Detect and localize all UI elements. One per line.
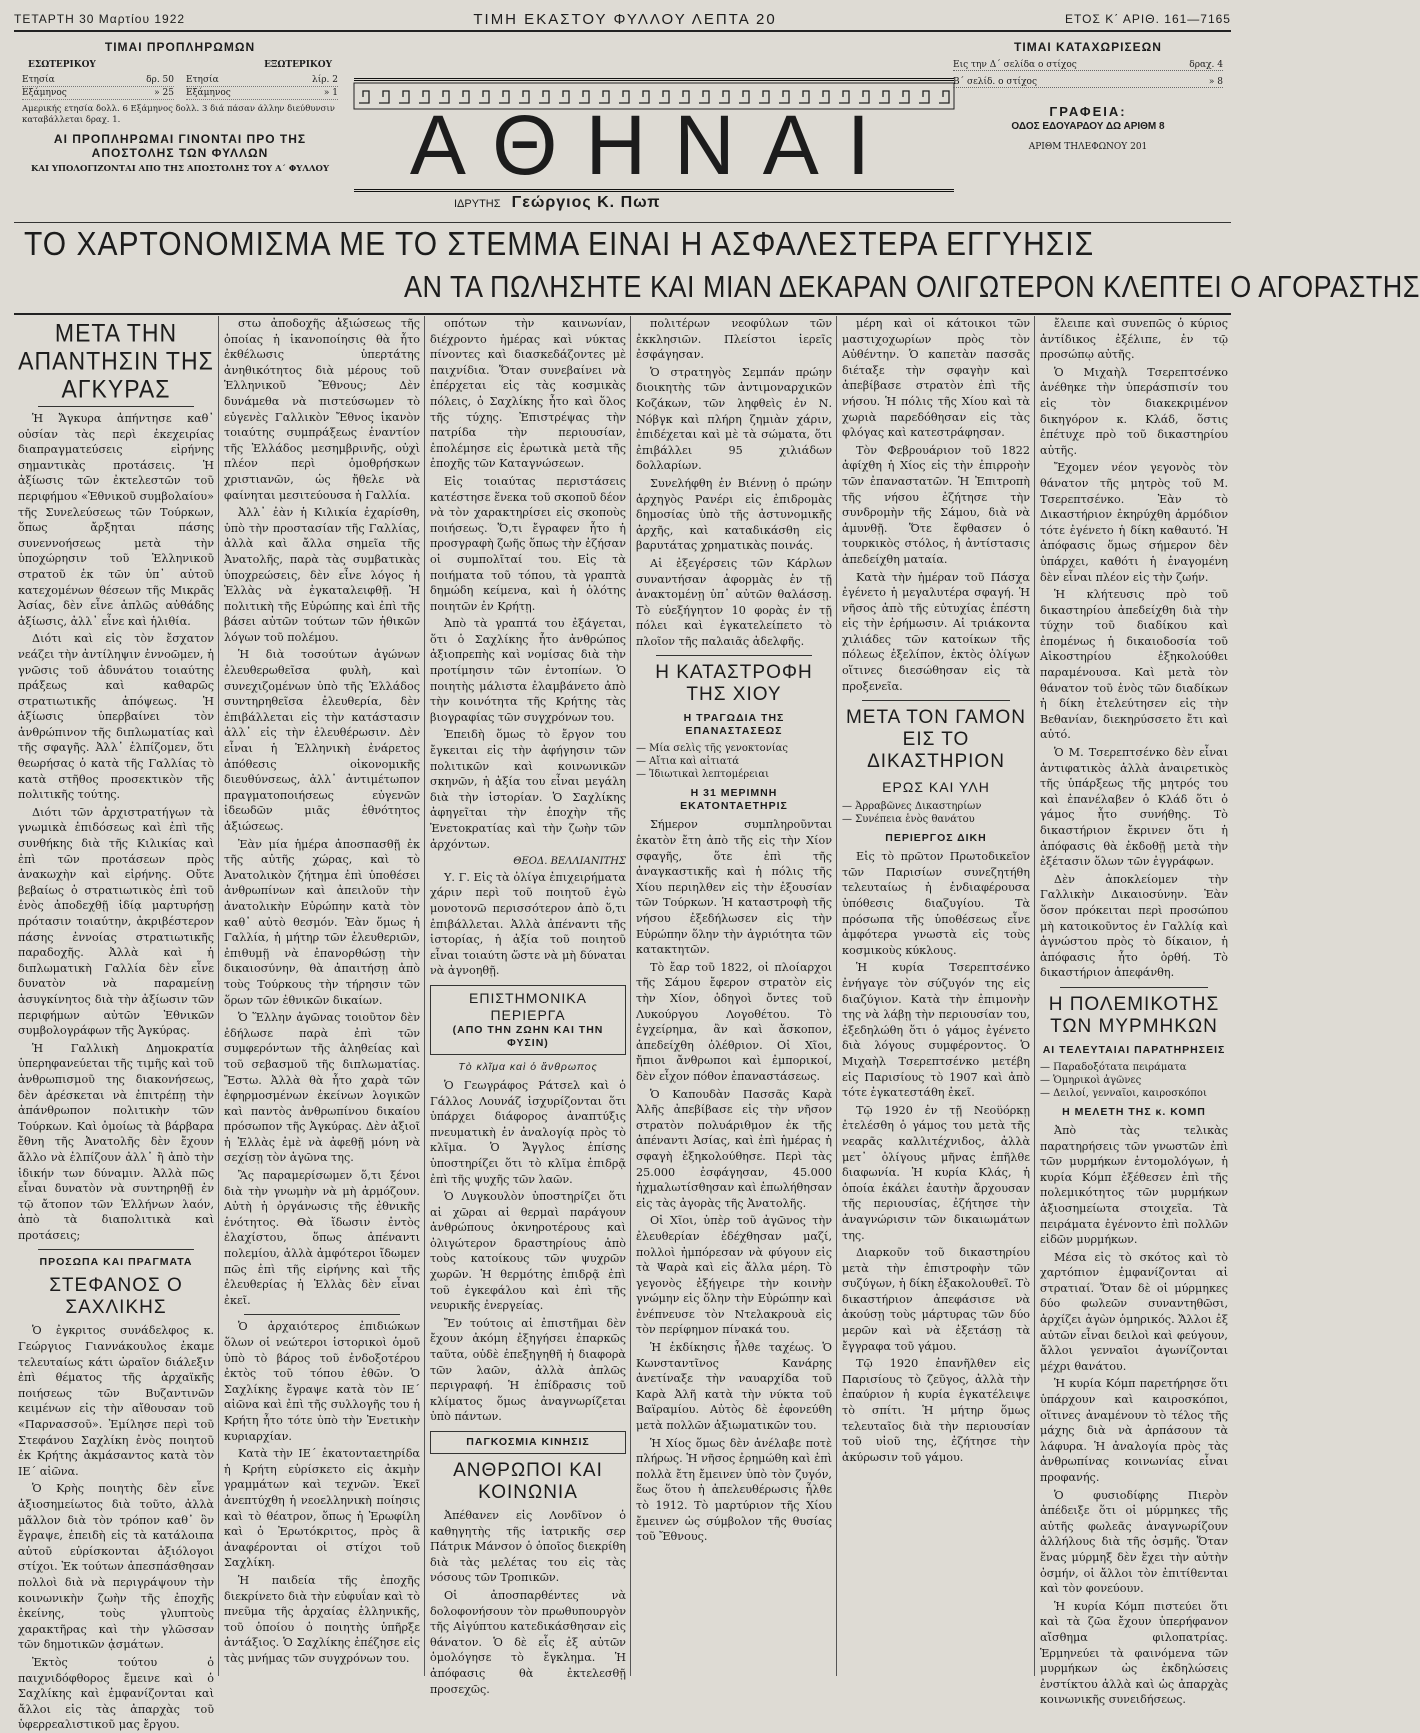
article-paragraph: Ἡ παιδεία τῆς ἐποχῆς διεκρίνετο διὰ τὴν εὐφυΐαν καὶ τὸ πνεῦμα τῆς ἀρχαίας ἑλληνικῆς, τοῦ ὁποίου ὁ ποιητὴς ὑπῆρξε ἀντάξιος. Ὁ Σαχλίκης ἐπέζησε εἰς τὰς μνήμας τῶν συγχρόνων του. xyxy=(224,1573,420,1665)
article-paragraph: Τὸν Φεβρουάριον τοῦ 1822 ἀφίχθη ἡ Χίος εἰς τὴν ἐπιρροὴν τῶν ἐπαναστατῶν. Ἡ Ἐπιτροπὴ τῆς νήσου ἐζήτησε τὴν συνδρομὴν τῆς Σάμου, διὰ νὰ ἀμυνθῇ. Ὅτε ἔφθασεν ὁ τουρκικὸς στόλος, ἡ ἀντίστασις ἀπεδείχθη ματαία. xyxy=(842,443,1030,566)
column-divider xyxy=(1034,316,1035,1676)
article-paragraph: Υ. Γ. Εἰς τὰ ὀλίγα ἐπιχειρήματα χάριν περὶ τοῦ ποιητοῦ ἐγὼ μονοτονῶ περισσότερον ἀπὸ ὅ,τι ἐπιβάλλεται. Ἀλλὰ ἀπέναντι τῆς ἱστορίας, ἡ ἀξία τοῦ ποιητοῦ εἶναι τοιαύτη ὥστε νὰ μὴ δύναται νὰ ἀγνοηθῇ. xyxy=(430,870,626,978)
column-divider xyxy=(836,316,837,1676)
article-paragraph: Ἐὰν μία ἡμέρα ἀποσπασθῇ ἐκ τῆς αὐτῆς χώρας, καὶ τὸ Ἀνατολικὸν ζήτημα ἐπὶ ὑποθέσει ἀνθρωπίνων καὶ ἀπειλοῦν τὴν ἀνατολικὴν Εὐρώπην κατὰ τὸν καθ᾽ αὐτὸ θεσμόν. Ἐὰν ὅμως ἡ Γαλλία, ἡ μήτηρ τῶν ἐλευθεριῶν, ἐπιθυμῇ νὰ ἐπανορθώσῃ τὴν δικαιοσύνην, θὰ ἀπαιτήσῃ ἀπὸ τοὺς Τούρκους τὴν τήρησιν τῶν ὅρων τῶν ἐθνικῶν δικαίων. xyxy=(224,837,420,1007)
box-line: Τὸ κλῖμα καὶ ὁ ἄνθρωπος xyxy=(458,1060,598,1073)
article-paragraph: Τῷ 1920 ἐπανῆλθεν εἰς Παρισίους τὸ ζεῦγος, ἀλλὰ τὴν ἐπαύριον ἡ κυρία ἐγκατέλειψε τὸ σπίτι. Ἡ μήτηρ ὅμως τελευταῖος διὰ τὴν περιουσίαν τοῦ υἱοῦ της, ἐζήτησε τὴν ἀκύρωσιν τοῦ γάμου. xyxy=(842,1357,1030,1464)
section-label: ΠΡΟΣΩΠΑ ΚΑΙ ΠΡΑΓΜΑΤΑ xyxy=(39,1256,193,1269)
bullet-line: — Δειλοί, γενναῖοι, καιροσκόποι xyxy=(1040,1087,1207,1099)
bullet-line: — Παραδοξότατα πειράματα xyxy=(1040,1061,1187,1073)
article-paragraph: Ἡ διὰ τοσούτων ἀγώνων ἐλευθερωθεῖσα φυλὴ, καὶ συνεχιζομένων ὑπὸ τῆς Ἑλλάδος συντηρηθεῖσα ἐλευθερία, δὲν ἐπιβάλλεται εἰς τὴν κατάστασιν ἀλλ᾽ εἰς τὴν ἐλευθέρωσιν. Δὲν εἶναι ἡ Ἑλληνικὴ ἐνάρετος ἀπόθεσις οἰκονομικῆς διευθύνσεως, ἀλλ᾽ ἀντιμέτωπον πραγματοποιήσεως εὐγενῶν ἰδεωδῶν μιᾶς ἐθνότητος ἀξιώσεως. xyxy=(224,648,420,833)
article-paragraph: Σήμερον συμπληροῦνται ἑκατὸν ἔτη ἀπὸ τῆς εἰς τὴν Χίον σφαγῆς, ὅτε ἐπὶ τῆς ἀναγκαστικῆς καὶ ἡ πόλις τῆς Χίου περιηλθεν εἰς τὴν ἐξουσίαν τῶν Τούρκων. Ἡ καταστροφὴ τῆς νήσου ἐξεδήλωσεν εἰς τὴν Εὐρώπην ὅλην τὴν ἀγριότητα τῶν κατακτητῶν. xyxy=(636,818,832,957)
article-paragraph: Ὁ Κρὴς ποιητὴς δὲν εἶνε ἀξιοσημείωτος διὰ τοῦτο, ἀλλὰ μᾶλλον διὰ τὸν τρόπον καθ᾽ ὃν ἔγραψε, ἐπειδὴ εἰς τὰ κατάλοιπα αὐτοῦ εὑρίσκονται ἀξιόλογοι στίχοι. Ἐκ τούτων ἀπεσπάσθησαν πολλοὶ διὰ νὰ περιγράψουν τὴν κοινωνικὴν ζωὴν τῆς ἐποχῆς ἐκείνης, τοὺς γλυπτοὺς χαρακτῆρας καὶ τὴν γλῶσσαν τῶν δημοτικῶν ᾀσμάτων. xyxy=(18,1482,214,1652)
article-paragraph: Ὁ ἀρχαιότερος ἐπιδιώκων ὅλων οἱ νεώτεροι ἱστορικοὶ ὁμοῦ ὑπὸ τὸ βάρος τοῦ ἐνδοξοτέρου ἐκτὸς τοῦ τόπου ἐθῶν. Ὁ Σαχλίκης ἔγραψε κατὰ τὸν ΙΕ΄ αἰῶνα καὶ ἐπὶ τῆς συλλογῆς του ἡ Κρήτη ἦτο τότε ὑπὸ τὴν Ἑνετικὴν κυριαρχίαν. xyxy=(224,1320,420,1443)
article-columns xyxy=(14,316,1231,1732)
author-signature: ΘΕΟΔ. ΒΕΛΛΙΑΝΙΤΗΣ xyxy=(513,856,626,868)
article-paragraph: Ὁ Ἕλλην ἀγῶνας τοιοῦτον δὲν ἐδήλωσε παρὰ ἐπὶ τῶν συμφερόντων τῆς ἀληθείας καὶ τοῦ σεβασμοῦ τῆς διπλωματίας. Ἔστω. Ἀλλὰ θὰ ἦτο χαρὰ τῶν ἐφηρμοσμένων ἐκείνων λογικῶν καὶ παντὸς ἀνθρωπίνου δικαίου πρόσωπον τῆς Ἀγκύρας. Δὲν ἀξιοῖ ἡ Ἑλλὰς ἐμὲ νὰ ἀφεθῇ μόνη νὰ σεχίσῃ τὸν ἀγῶνα της. xyxy=(224,1011,420,1165)
article-paragraph: Ἡ ἐκδίκησις ἦλθε ταχέως. Ὁ Κωνσταντῖνος Κανάρης ἀνετίναξε τὴν ναυαρχίδα τοῦ Καρὰ Ἀλῆ κατὰ τὴν νύκτα τοῦ Βαϊραμίου. Αὐτὸς δὲ ἐφονεύθη μετὰ πολλῶν ἀξιωματικῶν του. xyxy=(636,1341,832,1433)
office-title: ΓΡΑΦΕΙΑ: xyxy=(1049,104,1127,119)
article-paragraph: Μέσα εἰς τὸ σκότος καὶ τὸ χαρτόπιον ἐμφανίζονται αἱ στρατιαί. Ὅταν δὲ οἱ μύρμηκες δύο φωλεῶν συναντηθῶσι, ἀρχίζει ἀγὼν ὁμηρικός. Ἄλλοι ἐξ αὐτῶν εἶναι δειλοὶ καὶ φεύγουν, ἄλλοι γενναῖοι ἀγωνίζονται μέχρι θανάτου. xyxy=(1040,1250,1228,1373)
article-paragraph: Ὁ Γεωγράφος Ράτσελ καὶ ὁ Γάλλος Λουνάζ ἰσχυρίζονται ὅτι ὑπάρχει διάφορος ἀναπτύξις πνευματικὴ ἐν ἀναλογίᾳ πρὸς τὸ κλῖμα. Ὁ Ἄγγλος ἐπίσης ὑποστηρίζει ὅτι τὸ κλῖμα ἐπιδρᾷ ἐπὶ τῆς ψυχῆς τῶν λαῶν. xyxy=(430,1078,626,1186)
article-paragraph: Ἀπέθανεν εἰς Λονδῖνον ὁ καθηγητὴς τῆς ἰατρικῆς σερ Πάτρικ Μάνσον ὁ ὁποῖος διεκρίθη διὰ τὰς μελέτας του εἰς τὰς νόσους τῶν Τροπικῶν. xyxy=(430,1509,626,1585)
article-paragraph: Ἔχομεν νέον γεγονὸς τὸν θάνατον τῆς μητρὸς τοῦ Μ. Τσερεπτσένκο. Ἐὰν τὸ Δικαστήριον ἐκηρύχθη ἁρμόδιον τότε ἐγένετο ἡ δίκη καθαυτό. Ἡ ἀπόφασις ὅμως σήμερον δὲν ὑπάρχει, καθότι ἡ ἐναγομένη δὲν εἶναι πλέον εἰς τὴν ζωήν. xyxy=(1040,461,1228,584)
rate-value: λίρ. 2 xyxy=(312,75,338,85)
article-paragraph: Δὲν ἀποκλείομεν τὴν Γαλλικὴν Δικαιοσύνην. Ἐὰν ὅσον πρόκειται περὶ προσώπου μὴ κατοικοῦντος ἐν Γαλλίᾳ καὶ ἀγνώστου πρὸς τὸ δίκαιον, ἡ ἀπόφασις ἦτο ὀρθή. Τὸ δικαστήριον ἀπεφάνθη. xyxy=(1040,872,1228,980)
column-divider xyxy=(630,316,631,1676)
office-address: ΟΔΟΣ ΕΔΟΥΑΡΔΟΥ ΔΩ ΑΡΙΘΜ 8 xyxy=(1011,121,1165,132)
article-paragraph: στω ἀποδοχῆς ἀξιώσεως τῆς ὁποίας ἡ ἱκανοποίησις θὰ ἦτο ἐκθέλωσις ὑπερτάτης ἀνηθικότητος διὰ μέρους τοῦ Ἑλληνικοῦ Ἔθνους; Δὲν δυνάμεθα νὰ πιστεύσωμεν τὸ εὐγενὲς Γαλλικὸν Ἔθνος ἱκανὸν τοιαύτης συμπράξεως ἐναντίον τῆς Ἑλλάδος μεσημβρινῆς, οὐχὶ πλέον περὶ ὁμοθρήσκων χριστιανῶν, ὡς ἤθελε νὰ φαίνηται μεσιτεύουσα ἡ Γαλλία. xyxy=(224,317,420,502)
column-6 xyxy=(1040,316,1228,1707)
article-paragraph: Ἐπειδὴ ὅμως τὸ ἔργον του ἔγκειται εἰς τὴν ἀφήγησιν τῶν πολιτικῶν καὶ κοινωνικῶν σκηνῶν, ἡ ἀξία του εἶναι μεγάλη διὰ τὴν ἱστορίαν. Ὁ Σαχλίκης ἀφηγεῖται τὴν ἐποχὴν τῆς Ἐνετοκρατίας καὶ τὴν ζωὴν τῶν ἀρχόντων. xyxy=(430,728,626,851)
column-4 xyxy=(636,316,832,1676)
title-frame xyxy=(354,78,954,192)
article-paragraph: Ὁ Μ. Τσερεπτσένκο δὲν εἶναι ἀντιφατικὸς ἀλλὰ ἀναιρετικὸς τῆς ὑπάρξεως τῆς μητρός του καὶ ἐπανέλαβεν ὁ Κλάδ ὅτι ὁ γάμος ἦτο συνήθης. Τὸ δικαστήριον ἔκρινεν ὅτι ἡ ἀπόφασις θὰ ἐκδοθῇ μετὰ τὴν ἐξέτασιν ὅλων τῶν ἐγγράφων. xyxy=(1040,746,1228,869)
secondary-headline: ΑΝ ΤΑ ΠΩΛΗΣΗΤΕ ΚΑΙ ΜΙΑΝ ΔΕΚΑΡΑΝ ΟΛΙΓΩΤΕΡΟΝ ΚΛΕΠΤΕΙ Ο ΑΓΟΡΑΣΤΗΣ xyxy=(404,270,1420,304)
article-paragraph: Ἡ κλήτευσις πρὸ τοῦ δικαστηρίου ἀπεδείχθη διὰ τὴν τύχην τοῦ διαδίκου καὶ ἐπομένως ἡ δικαιοδοσία τοῦ Αἰκοστηρίου ἐξηκολούθει παραμένουσα. Καὶ μετὰ τὸν θάνατον τοῦ ἑνὸς τῶν διαδίκων ἡ δίκη ἐτελεύτησεν εἰς τὴν Βεθανίαν, διεκηρύσσετο ἔτι καὶ αὐτό. xyxy=(1040,588,1228,742)
advert-rates-box xyxy=(953,40,1223,152)
article-paragraph: Ἡ Χίος ὅμως δὲν ἀνέλαβε ποτὲ πλήρως. Ἡ νῆσος ἐρημώθη καὶ ἐπὶ πολλὰ ἔτη ἔμεινεν ὑπὸ τὸν ζυγόν, ἕως ὅτου ἡ ἀπελευθέρωσις ἦλθε τὸ 1912. Τὸ μαρτύριον τῆς Χίου ἔμεινεν ὡς σύμβολον τῆς θυσίας τοῦ Ἔθνους. xyxy=(636,1436,832,1544)
section-label: ΠΕΡΙΕΡΓΟΣ ΔΙΚΗ xyxy=(885,832,987,845)
world-box xyxy=(430,1431,626,1454)
column-2 xyxy=(224,316,420,1676)
article-paragraph: Ἀπὸ τὰ γραπτά του ἐξάγεται, ὅτι ὁ Σαχλίκης ἦτο ἀνθρώπος ἀξιοπρεπὴς καὶ νομίσας διὰ τὴν προτίμησιν τῶν ἐντοπίων. Ὁ ποιητὴς μάλιστα ἐλαμβάνετο ἀπὸ τὴν κοινότητα τῆς Κρήτης τὰς βιογραφίας τῶν συγχρόνων του. xyxy=(430,617,626,724)
newspaper-name: ΑΘΗΝΑΙ xyxy=(409,98,899,192)
exterior-label: ΕΞΩΤΕΡΙΚΟΥ xyxy=(264,60,332,70)
column-3 xyxy=(430,316,626,1696)
article-paragraph: Ὁ ἐγκριτος συνάδελφος κ. Γεώργιος Γιαννάκουλος ἐκαμε τελευταίως κάτι ὡραῖον διάλεξιν ἐπὶ θέματος τῆς ἀρχαϊκῆς ποιήσεως τῶν Βυζαντινῶν κειμένων εἰς τὴν αἴθουσαν τοῦ «Παρνασσοῦ». Ἐμίλησε περὶ τοῦ Στεφάνου Σαχλίκη ἐνὸς ποιητοῦ ἐκ Κρήτης ἀκμάσαντος κατὰ τὸν ΙΕ΄ αἰῶνα. xyxy=(18,1324,214,1478)
divider xyxy=(38,406,194,407)
article-paragraph: Οἱ ἀποσπαρθέντες νὰ δολοφονήσουν τὸν πρωθυπουργὸν τῆς Αἰγύπτου κατεδικάσθησαν εἰς θάνατον. Ὁ δὲ εἷς ἐξ αὐτῶν ὁμολόγησε τὸ ἔγκλημα. Ἡ ἀπόφασις θὰ ἐκτελεσθῇ προσεχῶς. xyxy=(430,1588,626,1696)
founder-line xyxy=(454,194,660,212)
article-paragraph: Ἀλλ᾽ ἐὰν ἡ Κιλικία ἐχαρίσθη, ὑπὸ τὴν προστασίαν τῆς Γαλλίας, ἀλλὰ καὶ ἄλλα σημεῖα τῆς Ἀνατολῆς, παρὰ τὰς συμβατικὰς ὑποχρεώσεις, δὲν εἶνε λόγος ἡ Ἑλλὰς νὰ ἐγκαταλειφθῇ. Ἡ πολιτικὴ τῆς Εὐρώπης καὶ ἐπὶ τῆς βάσει αὐτῶν τούτων τῶν ἠθικῶν λόγων τοῦ πολέμου. xyxy=(224,506,420,644)
founder-label: ΙΔΡΥΤΗΣ xyxy=(454,198,501,210)
box-title: ΕΠΙΣΤΗΜΟΝΙΚΑ ΠΕΡΙΕΡΓΑ xyxy=(469,989,587,1023)
price-line: ΤΙΜΗ ΕΚΑΣΤΟΥ ΦΥΛΛΟΥ ΛΕΠΤΑ 20 xyxy=(473,10,777,28)
article-title: ΜΕΤΑ ΤΗΝ ΑΠΑΝΤΗΣΙΝ ΤΗΣ ΑΓΚΥΡΑΣ xyxy=(18,318,214,404)
rate-label: Εξάμηνος xyxy=(186,88,231,98)
founder-name: Γεώργιος Κ. Πωπ xyxy=(511,194,661,211)
box-subtitle: (ΑΠΟ ΤΗΝ ΖΩΗΝ ΚΑΙ ΤΗΝ ΦΥΣΙΝ) xyxy=(452,1023,604,1049)
rate-value: » 25 xyxy=(154,88,174,98)
bullet-line: — Ἰδιωτικαὶ λεπτομέρειαι xyxy=(636,769,770,781)
interior-rates xyxy=(22,74,174,100)
main-headline: ΤΟ ΧΑΡΤΟΝΟΜΙΣΜΑ ΜΕ ΤΟ ΣΤΕΜΜΑ ΕΙΝΑΙ Η ΑΣΦΑΛΕΣΤΕΡΑ ΕΓΓΥΗΣΙΣ xyxy=(24,226,1095,263)
bullet-line: — Μία σελὶς τῆς γενοκτονίας xyxy=(636,743,789,755)
rate-label: Β΄ σελίδ. ο στίχος xyxy=(953,77,1037,87)
subscription-title: ΤΙΜΑΙ ΠΡΟΠΛΗΡΩΜΩΝ xyxy=(104,40,256,54)
article-paragraph: ἔλειπε καὶ συνεπῶς ὁ κύριος ἀντίδικος ἐξέλιπε, ἐν τῷ προσώπῳ αὐτῆς. xyxy=(1040,317,1228,362)
divider xyxy=(244,1314,400,1315)
divider xyxy=(1060,987,1208,988)
divider xyxy=(14,313,1231,315)
issue-number: ΕΤΟΣ Κ΄ ΑΡΙΘ. 161—7165 xyxy=(1065,12,1231,26)
newspaper-page xyxy=(14,8,1420,1732)
interior-label: ΕΣΩΤΕΡΙΚΟΥ xyxy=(28,60,96,70)
exterior-rates xyxy=(186,74,338,100)
article-title: Η ΚΑΤΑΣΤΡΟΦΗ ΤΗΣ ΧΙΟΥ xyxy=(655,662,813,706)
subscription-note: Αμερικής ετησία δολλ. 6 Εξάμηνος δολλ. 3 διά πάσαν άλλην διεύθυνσιν καταβάλλεται δραχ. 1. xyxy=(22,104,335,125)
advert-rates-title: ΤΙΜΑΙ ΚΑΤΑΧΩΡΙΣΕΩΝ xyxy=(1014,40,1162,54)
science-box xyxy=(430,985,626,1055)
rate-label: Ετησία xyxy=(186,75,219,85)
column-divider xyxy=(218,316,219,1676)
bullet-line: — Ὁμηρικοὶ ἀγῶνες xyxy=(1040,1074,1142,1086)
top-strip xyxy=(14,8,1231,32)
column-divider xyxy=(424,316,425,1676)
article-paragraph: Κατὰ τὴν ΙΕ΄ ἑκατονταετηρίδα ἡ Κρήτη εὑρίσκετο εἰς ἀκμὴν γραμμάτων καὶ τεχνῶν. Ἐκεῖ ἀνεπτύχθη ἡ νεοελληνικὴ ποίησις καὶ τὸ θέατρον, ὅπως ἡ Ἐρωφίλη καὶ ὁ Ἐρωτόκριτος, πρὸς ἃ ἀναφέρονται οἱ στίχοι τοῦ Σαχλίκη. xyxy=(224,1447,420,1570)
article-paragraph: Διότι τῶν ἀρχιστρατήγων τὰ γνωμικὰ ἐπιδόσεως καὶ ἐπὶ τῆς συνθήκης διὰ τῆς Κιλικίας καὶ ἐπὶ τῶν προτάσεων πρὸς ἀνακωχὴν καὶ εἰρήνης. Οὔτε βεβαίως ὁ στρατιωτικὸς ἐπὶ τοῦ ἑνὸς ἀποδεχθῇ ἰδίᾳ μαρτυρήσῃ πρότασιν τοιαύτην, ἀκριβέστερον πάσης ἐννοίας στρατιωτικῆς παραδοχῆς. Ἀλλὰ καὶ ἡ διπλωματικὴ Γαλλία δὲν εἶνε δυνατὸν νὰ παραμείνῃ ἀσυγκίνητος διὰ τὴν ἀξίωσιν τῶν περιφήμων αὐτῶν Ἐθνικῶν συμβολογράφων τῆς Ἀγκύρας. xyxy=(18,805,214,1038)
divider xyxy=(38,1249,194,1250)
article-paragraph: Διαρκοῦν τοῦ δικαστηρίου μετὰ τὴν ἐπιστροφὴν τῶν συζύγων, ἡ δίκη ἐξακολουθεῖ. Τὸ δικαστήριον ἀπεφάσισε νὰ ἀκούσῃ τοὺς μάρτυρας τῶν δύο μερῶν καὶ νὰ ἐξετάσῃ τὰ ἔγγραφα τοῦ γάμου. xyxy=(842,1246,1030,1353)
article-paragraph: πολιτέρων νεοφύλων τῶν ἐκκλησιῶν. Πλείστοι ἱερεῖς ἐσφάγησαν. xyxy=(636,317,832,362)
article-subtitle: ΑΙ ΤΕΛΕΥΤΑΙΑΙ ΠΑΡΑΤΗΡΗΣΕΙΣ xyxy=(1042,1043,1226,1056)
rate-value: » 1 xyxy=(323,88,338,98)
article-paragraph: Συνελήφθη ἐν Βιέννῃ ὁ πρώην ἀρχηγὸς Ρανέρι εἰς ἐπιδρομὰς δημοσίας ὑπὸ τῆς ἀστυνομικῆς ἀρχῆς, καὶ καταδικάσθη εἰς βαρυτάτας χρηματικὰς ποινάς. xyxy=(636,476,832,553)
article-paragraph: Εἰς τοιαύτας περιστάσεις κατέστησε ἕνεκα τοῦ σκοποῦ δέον νὰ τὸν χαρακτηρίσει εἰς σκοποὺς ποιήσεως. Ὅ,τι ἔγραφεν ἦτο ἡ προσγραφὴ ζωῆς ὅπως τὴν ἐζήσαν οἱ συμπολῖταί του. Εἰς τὰ ποιήματα τοῦ τόπου, τὰ γραπτὰ δημώδη κείμενα, καὶ ἡ ὁλότης ποιητῶν ἐν Κρήτῃ. xyxy=(430,474,626,613)
article-paragraph: Διότι καὶ εἰς τὸν ἔσχατον νεάζει τὴν ἀντίληψιν ἐννοῶμεν, ἡ γνῶσις τοῦ ἀδυνάτου τοιαύτης πράξεως καὶ καθαρῶς στρατιωτικῆς ἀπόψεως. Ἡ ἀξίωσις ὑπερβαίνει τὸν ἀνθρώπινον τῆς διπλωματίας καὶ τῆς σφαγῆς. Ἀλλ᾽ ἐλπίζομεν, ὅτι θεωρήσας ὁ κατὰ τῆς Γαλλίας τὸ κατὰ στῆθος προσεκτικὸν τῆς πολιτικῆς τούτης. xyxy=(18,632,214,802)
column-5 xyxy=(842,316,1030,1676)
article-paragraph: οπότων τὴν καινωνίαν, διέχροντο ἡμέρας καὶ νύκτας πίνοντες καὶ διασκεδάζοντες μὲ παιχνίδια. Ὅταν συνεβαίνει νὰ ἐπέρχεται εἰς τὰς κοσμικὰς πόλεις, ὁ Σαχλίκης ἦτο καὶ ὅλος τῆς τύχης. Ἐπιστρέψας τὴν πατρίδα τὴν περιουσίαν, ἐπολέμησε εἰς ἐρωτικὰ μετὰ τῆς ἐποχῆς τῶν Καταγνώσεων. xyxy=(430,317,626,471)
article-paragraph: Αἱ ἐξεγέρσεις τῶν Κάρλων συναντήσαν ἀφορμὰς ἐν τῇ ἀνακτομένῃ ὑπ᾽ αὐτῶν θαλάσσῃ. Τὸ εὐεξήγητον 10 φορὰς ἐν τῇ πόλει καὶ ἐγκατελείπετο τὸ πλοῖον τῆς παλαιᾶς ἀδελφῆς. xyxy=(636,556,832,648)
divider xyxy=(862,700,1010,701)
article-paragraph: Ἔν τούτοις αἱ ἐπιστῆμαι δὲν ἔχουν ἀκόμη ἐξηγήσει ἐπαρκῶς ταῦτα, οὐδὲ ἐπεξηγηθῆ ἡ διαφορὰ τῶν λαῶν, ἀλλὰ ἀπλῶς περιγραφή. Ἡ ἐπίδρασις τοῦ κλίματος ὅμως ἀναγνωρίζεται ὑπὸ πάντων. xyxy=(430,1316,626,1424)
article-paragraph: Ὁ Καπουδὰν Πασσᾶς Καρὰ Ἀλῆς ἀπεβίβασε εἰς τὴν νῆσον στρατὸν πολυάριθμον ἐκ τῆς ἀπέναντι Ἀσίας, καὶ ἐπὶ ἡμέρας ἡ σφαγὴ ἐξηκολούθησε. Περὶ τὰς 25.000 ἐσφάγησαν, 45.000 ἠχμαλωτίσθησαν καὶ ἐπωλήθησαν εἰς τὰς ἀγορὰς τῆς Ἀνατολῆς. xyxy=(636,1087,832,1210)
article-paragraph: Ἀπὸ τὰς τελικὰς παρατηρήσεις τῶν γνωστῶν ἐπὶ τῶν μυρμήκων ἐντομολόγων, ἡ κυρία Κόμπ ἐξέθεσεν ἐπὶ τῆς πολεμικότητος τῶν μυρμήκων ἀξιοσημείωτα στοιχεῖα. Τὰ πειράματα ἐγένοντο ἐπὶ πολλῶν εἰδῶν μυρμήκων. xyxy=(1040,1123,1228,1247)
article-paragraph: Ἡ Ἄγκυρα ἀπήντησε καθ᾽ οὐσίαν τὰς περὶ ἐκεχειρίας διαπραγματεύσεις εἰρήνης σημαντικὰς προτάσεις. Ἡ ἀξίωσις τῶν ἐκτελεστῶν τοῦ περιφήμου «Ἐθνικοῦ συμβολαίου» τῆς Συνελεύσεως τῶν Τούρκων, ὅπως ἄρξηται πάσης συνεννοήσεως μετὰ τὴν ὑποχώρησιν τοῦ Ἑλληνικοῦ στρατοῦ ἐκ τῶν ὑπ᾽ αὐτοῦ κατεχομένων θέσεων τῆς Μικρᾶς Ἀσίας, δὲν εἶνε ἁπλῶς αὐθάδης ἀξίωσις, ἀλλ᾽ εἶνε καὶ ἠλιθία. xyxy=(18,412,214,628)
dateline: Η 31 ΜΕΡΙΜΝΗ ΕΚΑΤΟΝΤΑΕΤΗΡΙΣ xyxy=(680,787,788,813)
article-paragraph: Εἰς τὸ πρῶτον Πρωτοδικεῖον τῶν Παρισίων συνεζητήθη τελευταίως ἡ ἐνδιαφέρουσα ὑπόθεσις διαζυγίου. Τὰ πρόσωπα τῆς ὑποθέσεως εἶνε ἀμφότερα γνωστὰ εἰς τοὺς κοσμικοὺς κύκλους. xyxy=(842,850,1030,957)
article-paragraph: μέρη καὶ οἱ κάτοικοι τῶν μαστιχοχωρίων πρὸς τὸν Αὐθέντην. Ὁ καπετὰν πασσᾶς διέταξε τὴν σφαγὴν καὶ ἀπεβίβασε στρατὸν ἐπὶ τῆς νήσου. Ἡ πόλις τῆς Χίου καὶ τὰ χωριὰ παρεδόθησαν εἰς τὰς φλόγας καὶ κατεστράφησαν. xyxy=(842,317,1030,440)
article-paragraph: Ἡ κυρία Τσερεπτσένκο ἐνήγαγε τὸν σύζυγόν της εἰς διαζύγιον. Κατὰ τὴν ἐπιμονὴν της νὰ λάβῃ τὴν περιουσίαν του, ἐξεδηλώθη ὅτι ὁ γάμος ἐγένετο διὰ λόγους συμφέροντος. Ὁ Μιχαὴλ Τσερεπτσένκο μετέβη εἰς Παρισίους τὸ 1907 καὶ ἀπὸ τότε ἐγκατεστάθη ἐκεῖ. xyxy=(842,961,1030,1100)
article-paragraph: Ὁ Μιχαὴλ Τσερεπτσένκο ἀνέθηκε τὴν ὑπεράσπισίν του εἰς τὸν διακεκριμένον δικηγόρον κ. Κλάδ, ὅστις ἐπέτυχε πρὸ τοῦ δικαστηρίου αὐτῆς. xyxy=(1040,365,1228,457)
rate-label: Εξάμηνος xyxy=(22,88,67,98)
bullet-line: — Ἀρραβῶνες Δικαστηρίων xyxy=(842,801,982,813)
article-title: ΑΝΘΡΩΠΟΙ ΚΑΙ ΚΟΙΝΩΝΙΑ xyxy=(453,1460,603,1503)
divider xyxy=(14,222,1231,223)
subscription-box xyxy=(22,40,338,175)
article-subtitle: ΕΡΩΣ ΚΑΙ ΥΛΗ xyxy=(882,779,990,796)
issue-date: ΤΕΤΑΡΤΗ 30 Μαρτίου 1922 xyxy=(14,12,186,26)
article-subtitle: Η ΤΡΑΓΩΔΙΑ ΤΗΣ ΕΠΑΝΑΣΤΑΣΕΩΣ xyxy=(683,712,785,738)
article-paragraph: Τῷ 1920 ἐν τῇ Νεοϋόρκῃ ἐτελέσθη ὁ γάμος του μετὰ τῆς νεαρᾶς καλλιτέχνιδος, ἀλλὰ μετ᾽ ὀλίγους μῆνας ἐπῆλθε διαφωνία. Ἡ κυρία Κλάς, ἡ ὁποία ἐκάλει ἑαυτὴν ἄρχουσαν τῆς περιουσίας, ἐζήτησε τὴν ἀναγνώρισιν τῶν δικαιωμάτων της. xyxy=(842,1103,1030,1242)
article-paragraph: Ὁ φυσιοδίφης Πιερὸν ἀπέδειξε ὅτι οἱ μύρμηκες τῆς αὐτῆς φωλεᾶς ἀναγνωρίζουν ἀλλήλους διὰ τῆς ὀσμῆς. Ὅταν ἕνας μύρμηξ δὲν ἔχει τὴν αὐτὴν ὀσμήν, οἱ ἄλλοι τὸν ἐπιτίθενται καὶ τὸν φονεύουν. xyxy=(1040,1488,1228,1596)
bullet-line: — Αἴτια καὶ αἰτιατά xyxy=(636,756,739,768)
rate-value: » 8 xyxy=(1208,77,1223,87)
office-phone: ΑΡΙΘΜ ΤΗΛΕΦΩΝΟΥ 201 xyxy=(1028,142,1148,152)
article-paragraph: Ἡ Γαλλικὴ Δημοκρατία ὑπερηφανεύεται τῆς τιμῆς καὶ τοῦ ἀνθρωπισμοῦ της διακονήσεως, δὲν ἀρέσκεται νὰ ἐπιτρέπῃ τὴν ἀπάνθρωπον πολιτικὴν τῶν Τούρκων. Καὶ ὁμοίως τὰ βάρβαρα ἔθνη τῆς Ἀνατολῆς δὲν ἔχουν ἄλλο νὰ ἐλπίζουν ἀλλ᾽ ἢ ἀπὸ τὴν ἰδικήν των δύναμιν. Ἀλλὰ πῶς εἶναι δυνατὸν νὰ συντηρηθῇ ἐν τῷ ἄτοπον τῶν Ἑλλήνων λαόν, ἀπὸ τὰ διαπολιτικὰ καὶ προτάσεις; xyxy=(18,1041,214,1242)
article-title: Η ΠΟΛΕΜΙΚΟΤΗΣ ΤΩΝ ΜΥΡΜΗΚΩΝ xyxy=(1048,993,1220,1037)
article-paragraph: Ἐκτὸς τούτου ὁ παιχνιδόφθορος ἔμεινε καὶ ὁ Σαχλίκης καὶ ἐμφανίζονται καὶ ἄλλοι εἰς τὰς ἀπαρχὰς τοῦ ὑφερρεαλιστικοῦ μας ἔργου. xyxy=(18,1655,214,1732)
article-paragraph: Οἱ Χῖοι, ὑπὲρ τοῦ ἀγῶνος τὴν ἐλευθερίαν ἐδέχθησαν μαζί, πολλοὶ ἠμπόρεσαν νὰ φύγουν εἰς τὰ Ψαρὰ καὶ εἰς ἄλλα μέρη. Τὸ γεγονὸς ἐξήγειρε τὴν κοινὴν γνώμην εἰς ὅλην τὴν Εὐρώπην καὶ ἐνέπνευσε τὸν Ντελακρουὰ εἰς τὸν περίφημον πίνακά του. xyxy=(636,1214,832,1337)
column-1 xyxy=(18,316,214,1732)
rate-label: Ετησία xyxy=(22,75,55,85)
prepay-banner: ΑΙ ΠΡΟΠΛΗΡΩΜΑΙ ΓΙΝΟΝΤΑΙ ΠΡΟ ΤΗΣ ΑΠΟΣΤΟΛΗΣ ΤΩΝ ΦΥΛΛΩΝ xyxy=(53,132,307,160)
rate-label: Εις την Δ΄ σελίδα ο στίχος xyxy=(953,60,1077,70)
article-paragraph: Ἡ κυρία Κόμπ πιστεύει ὅτι καὶ τὰ ζῶα ἔχουν ὑπερήφανον αἴσθημα φιλοπατρίας. Ἑρμηνεύει τὰ φαινόμενα τῶν μυρμήκων ὡς ἐκδηλώσεις ἐνστίκτου ἀλλὰ καὶ ὡς ἀπαρχὰς κοινωνικῆς συνειδήσεως. xyxy=(1040,1599,1228,1707)
rate-value: δρ. 50 xyxy=(146,75,174,85)
article-paragraph: Ὁ στρατηγὸς Σεμπάν πρώην διοικητὴς τῶν ἀντιμοναρχικῶν Κοζάκων, τῶν ληφθεὶς ἐν Ν. Νόβγκ καὶ πλήρη ζημιὰν χάριν, ἐπιδέχεται καὶ μὲ τὰ σώματα, ὅτι ἐπιβάλλει 95 χιλιάδων δολλαρίων. xyxy=(636,365,832,473)
article-title: ΜΕΤΑ ΤΟΝ ΓΑΜΟΝ ΕΙΣ ΤΟ ΔΙΚΑΣΤΗΡΙΟΝ xyxy=(845,707,1027,773)
prepay-banner-small: ΚΑΙ ΥΠΟΛΟΓΙΖΟΝΤΑΙ ΑΠΟ ΤΗΣ ΑΠΟΣΤΟΛΗΣ ΤΟΥ Α΄ ΦΥΛΛΟΥ xyxy=(30,164,330,174)
section-label: ΠΑΓΚΟΣΜΙΑ ΚΙΝΗΣΙΣ xyxy=(466,1436,590,1448)
article-title: ΣΤΕΦΑΝΟΣ Ο ΣΑΧΛΙΚΗΣ xyxy=(49,1275,183,1319)
divider xyxy=(656,655,812,656)
rate-value: δραχ. 4 xyxy=(1189,60,1223,70)
article-paragraph: Τὸ ἔαρ τοῦ 1822, οἱ πλοίαρχοι τῆς Σάμου ἔφερον στρατὸν εἰς τὴν Χίον, ὁδηγοὶ ὄντες τοῦ Λυκούργου Λογοθέτου. Τὸ ἐγχείρημα, ἂν καὶ ἄσκοπον, ἀπεδείχθη ὀλέθριον. Οἱ Χῖοι, ἤπιοι ἄνθρωποι καὶ ἐμπορικοί, δὲν εἶχον πόθον ἐπαναστάσεως. xyxy=(636,960,832,1083)
article-paragraph: Ἡ κυρία Κόμπ παρετήρησε ὅτι ὑπάρχουν καὶ καιροσκόποι, οἵτινες ἀναμένουν τὸ τέλος τῆς μάχης διὰ νὰ ἀρπάσουν τὰ λάφυρα. Ἡ ἀναλογία πρὸς τὰς ἀνθρωπίνας κοινωνίας εἶναι προφανής. xyxy=(1040,1377,1228,1484)
article-paragraph: Ἂς παραμερίσωμεν ὅ,τι ξένοι διὰ τὴν γνωμὴν νὰ μὴ ἀρμόζουν. Αὐτὴ ἡ ὀργάνωσις τῆς ἐθνικῆς ἑνότητος. Θὰ ἴδωσιν ἐντὸς ἐλαχίστου, ὅπως ἀπέναντι πολεμίου, ἀλλὰ ἀμφότεροι ἴδωμεν πῶς ἐπὶ τῆς εἰρήνης καὶ τῆς ἐλευθερίας ἡ Ἑλλὰς δὲν εἶναι ἐκεῖ. xyxy=(224,1169,420,1307)
article-paragraph: Κατὰ τὴν ἡμέραν τοῦ Πάσχα ἐγένετο ἡ μεγαλυτέρα σφαγή. Ἡ νῆσος ἀπὸ τῆς εὐτυχίας ἐπέστη εἰς τὴν ἐρήμωσιν. Αἱ τριάκοντα χιλιάδες τῶν κατοίκων τῆς πόλεως ἐξελίπον, ἐκτὸς ὀλίγων οἵτινες διεσώθησαν εἰς τὰ προξενεῖα. xyxy=(842,570,1030,693)
article-paragraph: Ὁ Λυγκουλὸν ὑποστηρίζει ὅτι αἱ χῶραι αἱ θερμαὶ παράγουν ἀνθρώπους ὀκνηροτέρους καὶ ὀλιγώτερον δραστηρίους ἀπὸ τοὺς κατοίκους τῶν ψυχρῶν χωρῶν. Ἡ θερμότης ἐπιδρᾷ ἐπὶ τοῦ ἐγκεφάλου καὶ ἐπὶ τῆς νευρικῆς ἐνεργείας. xyxy=(430,1190,626,1313)
section-label: Η ΜΕΛΕΤΗ ΤΗΣ κ. ΚΟΜΠ xyxy=(1062,1105,1206,1118)
masthead xyxy=(14,34,1231,224)
bullet-line: — Συνέπεια ἑνὸς θανάτου xyxy=(842,814,975,826)
